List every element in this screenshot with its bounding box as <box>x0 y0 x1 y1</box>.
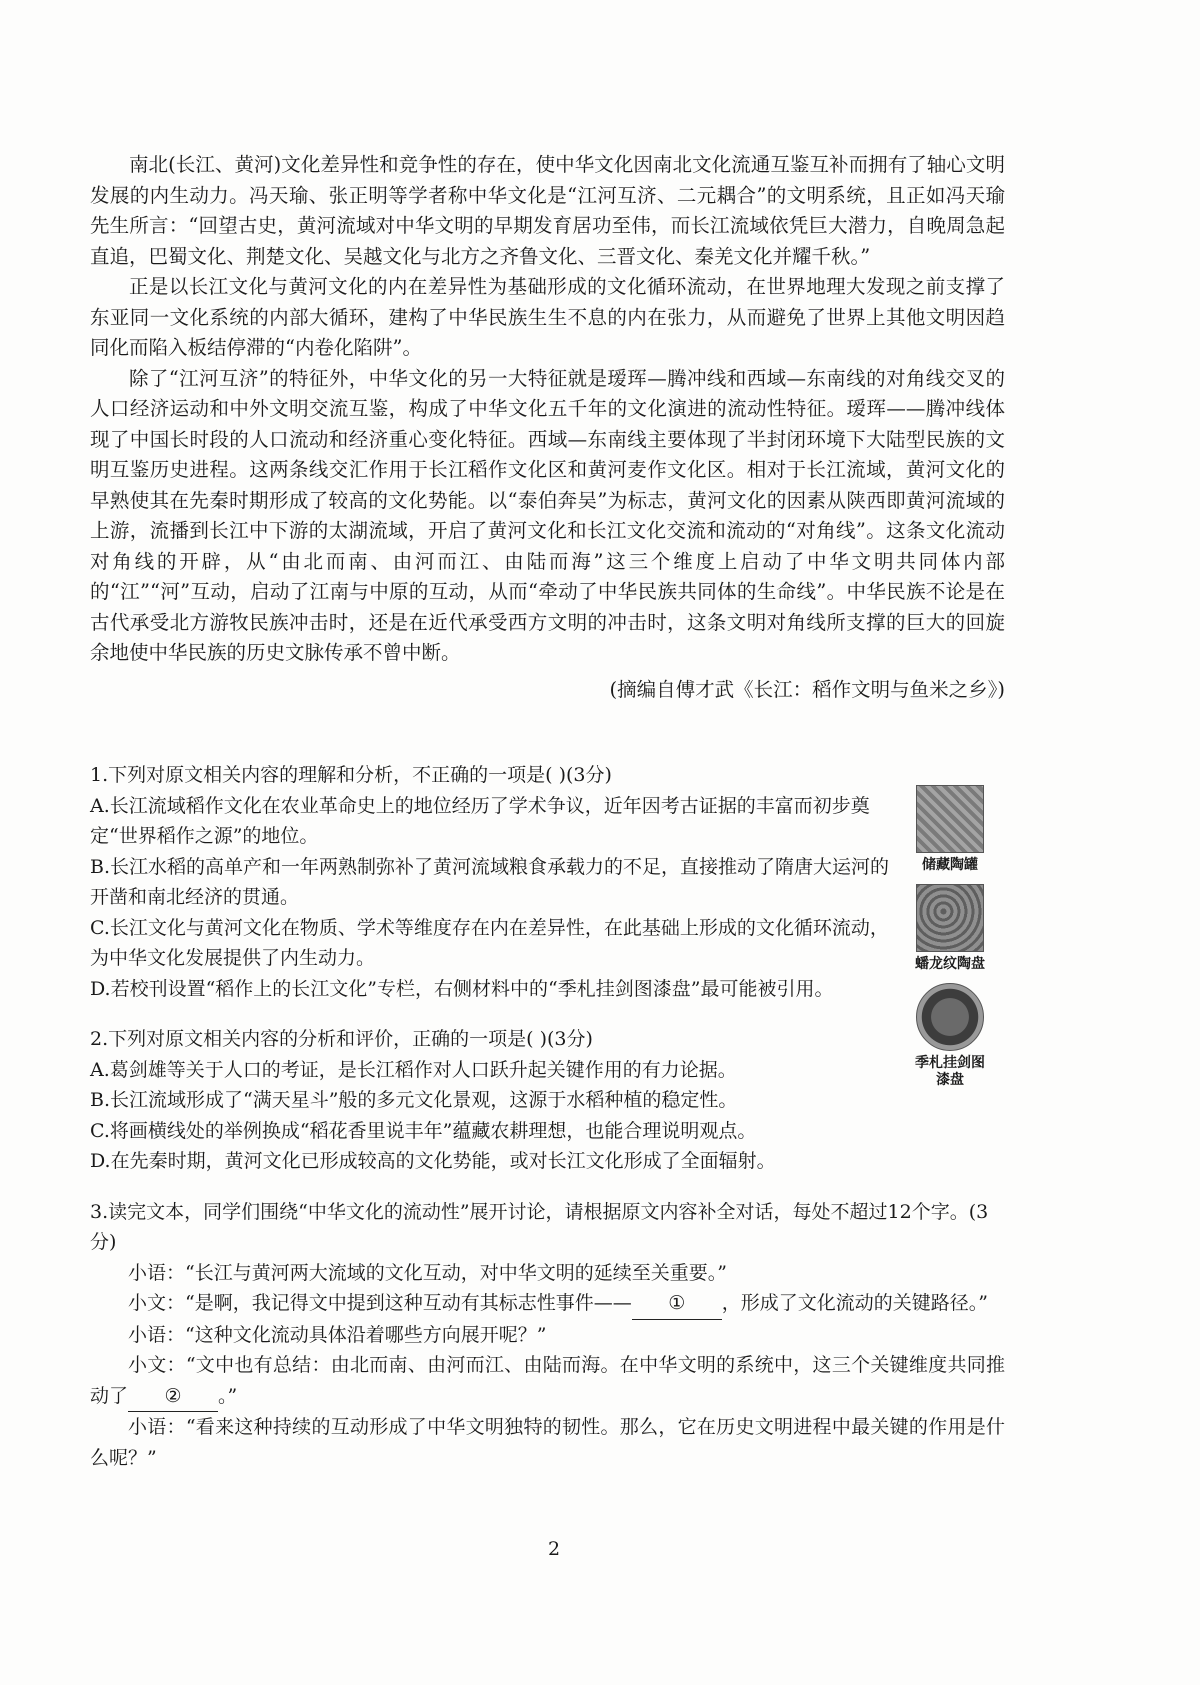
question-2-option-a: A.葛剑雄等关于人口的考证，是长江稻作对人口跃升起关键作用的有力论据。 <box>90 1058 737 1081</box>
passage-source: (摘编自傅才武《长江：稻作文明与鱼米之乡》) <box>609 677 1005 701</box>
question-1 <box>90 760 905 1004</box>
answer-blank-1[interactable]: ① <box>632 1288 722 1320</box>
dialogue-line-4-start: 小文：“文中也有总结：由北而南、由河而江、由陆而海。在中华文明的系统中，这三个关键维度共同推动了 <box>90 1354 1005 1407</box>
artifact-caption-2: 蟠龙纹陶盘 <box>915 956 985 972</box>
question-2-option-b: B.长江流域形成了“满天星斗”般的多元文化景观，这源于水稻种植的稳定性。 <box>90 1089 738 1111</box>
dialogue-line-3: 小语：“这种文化流动具体沿着哪些方向展开呢？” <box>128 1323 547 1346</box>
artifact-sidebar <box>912 785 988 1099</box>
dialogue-line-4-end: 。” <box>218 1384 238 1407</box>
artifact-caption-1: 储藏陶罐 <box>922 857 978 873</box>
lacquer-plate-image <box>916 983 984 1051</box>
passage-paragraph-2: 正是以长江文化与黄河文化的内在差异性为基础形成的文化循环流动，在世界地理大发现之前支撑了东亚同一文化系统的内部大循环，建构了中华民族生生不息的内在张力，从而避免了世界上其他文明因趋同化而陷入板结停滞的“内卷化陷阱”。 <box>90 275 1005 359</box>
passage-paragraph-3: 除了“江河互济”的特征外，中华文化的另一大特征就是瑷珲—腾冲线和西域—东南线的对角线交叉的人口经济运动和中外文明交流互鉴，构成了中华文化五千年的文化演进的流动性特征。瑷珲——腾冲线体现了中国长时段的人口流动和经济重心变化特征。西域—东南线主要体现了半封闭环境下大陆型民族的文明互鉴历史进程。这两条线交汇作用于长江稻作文化区和黄河麦作文化区。相对于长江流域，黄河文化的早熟使其在先秦时期形成了较高的文化势能。以“泰伯奔吴”为标志，黄河文化的因素从陕西即黄河流域的上游，流播到长江中下游的太湖流域，开启了黄河文化和长江文化交流和流动的“对角线”。这条文化流动对角线的开辟，从“由北而南、由河而江、由陆而海”这三个维度上启动了中华文明共同体内部的“江”“河”互动，启动了江南与中原的互动，从而“牵动了中华民族共同体的生命线”。中华民族不论是在古代承受北方游牧民族冲击时，还是在近代承受西方文明的冲击时，这条文明对角线所支撑的巨大的回旋余地使中华民族的历史文脉传承不曾中断。 <box>90 366 1005 664</box>
question-2-option-c: C.将画横线处的举例换成“稻花香里说丰年”蕴藏农耕理想，也能合理说明观点。 <box>90 1119 757 1142</box>
question-1-stem: 1.下列对原文相关内容的理解和分析，不正确的一项是( )(3分) <box>90 764 612 786</box>
question-1-option-b: B.长江水稻的高单产和一年两熟制弥补了黄河流域粮食承载力的不足，直接推动了隋唐大运河的开凿和南北经济的贯通。 <box>90 855 890 908</box>
dialogue-line-2-start: 小文：“是啊，我记得文中提到这种互动有其标志性事件—— <box>128 1292 632 1314</box>
passage-paragraph-1: 南北(长江、黄河)文化差异性和竞争性的存在，使中华文化因南北文化流通互鉴互补而拥有了轴心文明发展的内生动力。冯天瑜、张正明等学者称中华文化是“江河互济、二元耦合”的文明系统，且正如冯天瑜先生所言：“回望古史，黄河流域对中华文明的早期发育居功至伟，而长江流域依凭巨大潜力，自晚周急起直追，巴蜀文化、荆楚文化、吴越文化与北方之齐鲁文化、三晋文化、秦羌文化并耀千秋。” <box>90 153 1005 268</box>
reading-passage <box>90 150 1005 705</box>
question-3 <box>90 1197 1005 1474</box>
question-1-option-a: A.长江流域稻作文化在农业革命史上的地位经历了学术争议，近年因考古证据的丰富而初步奠定“世界稻作之源”的地位。 <box>90 794 870 847</box>
question-2-option-d: D.在先秦时期，黄河文化已形成较高的文化势能，或对长江文化形成了全面辐射。 <box>90 1150 776 1172</box>
question-1-option-c: C.长江文化与黄河文化在物质、学术等维度存在内在差异性，在此基础上形成的文化循环流动，为中华文化发展提供了内生动力。 <box>90 916 889 969</box>
question-section <box>90 760 1005 1493</box>
question-3-stem: 3.读完文本，同学们围绕“中华文化的流动性”展开讨论，请根据原文内容补全对话，每处不超过12个字。(3分) <box>90 1200 989 1253</box>
question-1-option-d: D.若校刊设置“稻作上的长江文化”专栏，右侧材料中的“季札挂剑图漆盘”最可能被引用。 <box>90 977 834 1000</box>
answer-blank-2[interactable]: ② <box>128 1381 218 1413</box>
dialogue-line-2-end: ，形成了文化流动的关键路径。” <box>721 1292 988 1314</box>
dialogue-line-5: 小语：“看来这种持续的互动形成了中华文明独特的韧性。那么，它在历史文明进程中最关键的作用是什么呢？” <box>90 1416 1005 1469</box>
question-2-stem: 2.下列对原文相关内容的分析和评价，正确的一项是( )(3分) <box>90 1028 593 1050</box>
dialogue-line-4 <box>90 1350 1005 1412</box>
artifact-caption-3: 季札挂剑图漆盘 <box>915 1055 985 1088</box>
page-number: 2 <box>548 1538 561 1560</box>
coiled-dragon-plate-image <box>916 884 984 952</box>
dialogue-line-1: 小语：“长江与黄河两大流域的文化互动，对中华文明的延续至关重要。” <box>128 1261 727 1284</box>
question-2 <box>90 1024 905 1177</box>
storage-jar-image <box>916 785 984 853</box>
dialogue-line-2 <box>90 1288 1005 1320</box>
